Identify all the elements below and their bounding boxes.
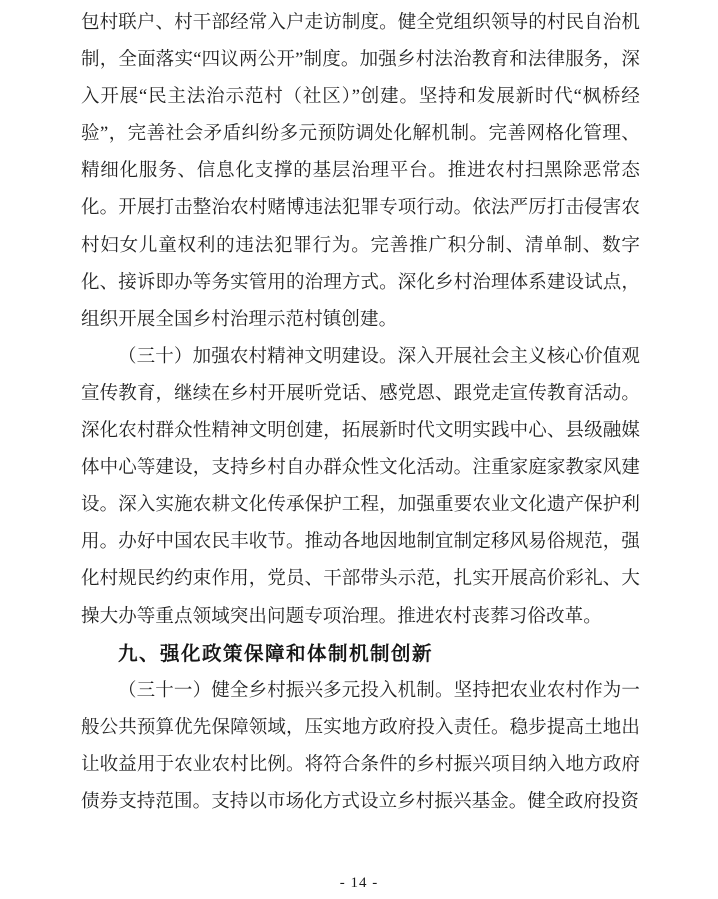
paragraph-rural-governance-continuation: 包村联户、村干部经常入户走访制度。健全党组织领导的村民自治机制，全面落实“四议两公开”制度。加强乡村法治教育和法律服务，深入开展“民主法治示范村（社区）”创建。坚持和发展新时代“枫桥经验”，完善社会矛盾纠纷多元预防调处化解机制。完善网格化管理、精细化服务、信息化支撑的基层治理平台。推进农村扫黑除恶常态化。开展打击整治农村赌博违法犯罪专项行动。依法严厉打击侵害农村妇女儿童权利的违法犯罪行为。完善推广积分制、清单制、数字化、接诉即办等务实管用的治理方式。深化乡村治理体系建设试点，组织开展全国乡村治理示范村镇创建。 bbox=[81, 13, 640, 330]
paragraph-item-31-rural-revitalization-investment: （三十一）健全乡村振兴多元投入机制。坚持把农业农村作为一般公共预算优先保障领域，压实地方政府投入责任。稳步提高土地出让收益用于农业农村比例。将符合条件的乡村振兴项目纳入地方政府债券支持范围。支持以市场化方式设立乡村振兴基金。健全政府投资 bbox=[81, 680, 640, 812]
section-heading-part-nine: 九、强化政策保障和体制机制创新 bbox=[118, 643, 434, 665]
document-body bbox=[81, 5, 640, 821]
page-number: - 14 - bbox=[339, 875, 379, 891]
paragraph-item-30-rural-spiritual-civilization: （三十）加强农村精神文明建设。深入开展社会主义核心价值观宣传教育，继续在乡村开展听党话、感党恩、跟党走宣传教育活动。深化农村群众性精神文明创建，拓展新时代文明实践中心、县级融媒体中心等建设，支持乡村自办群众性文化活动。注重家庭家教家风建设。深入实施农耕文化传承保护工程，加强重要农业文化遗产保护利用。办好中国农民丰收节。推动各地因地制宜制定移风易俗规范，强化村规民约约束作用，党员、干部带头示范，扎实开展高价彩礼、大操大办等重点领域突出问题专项治理。推进农村丧葬习俗改革。 bbox=[81, 346, 640, 627]
